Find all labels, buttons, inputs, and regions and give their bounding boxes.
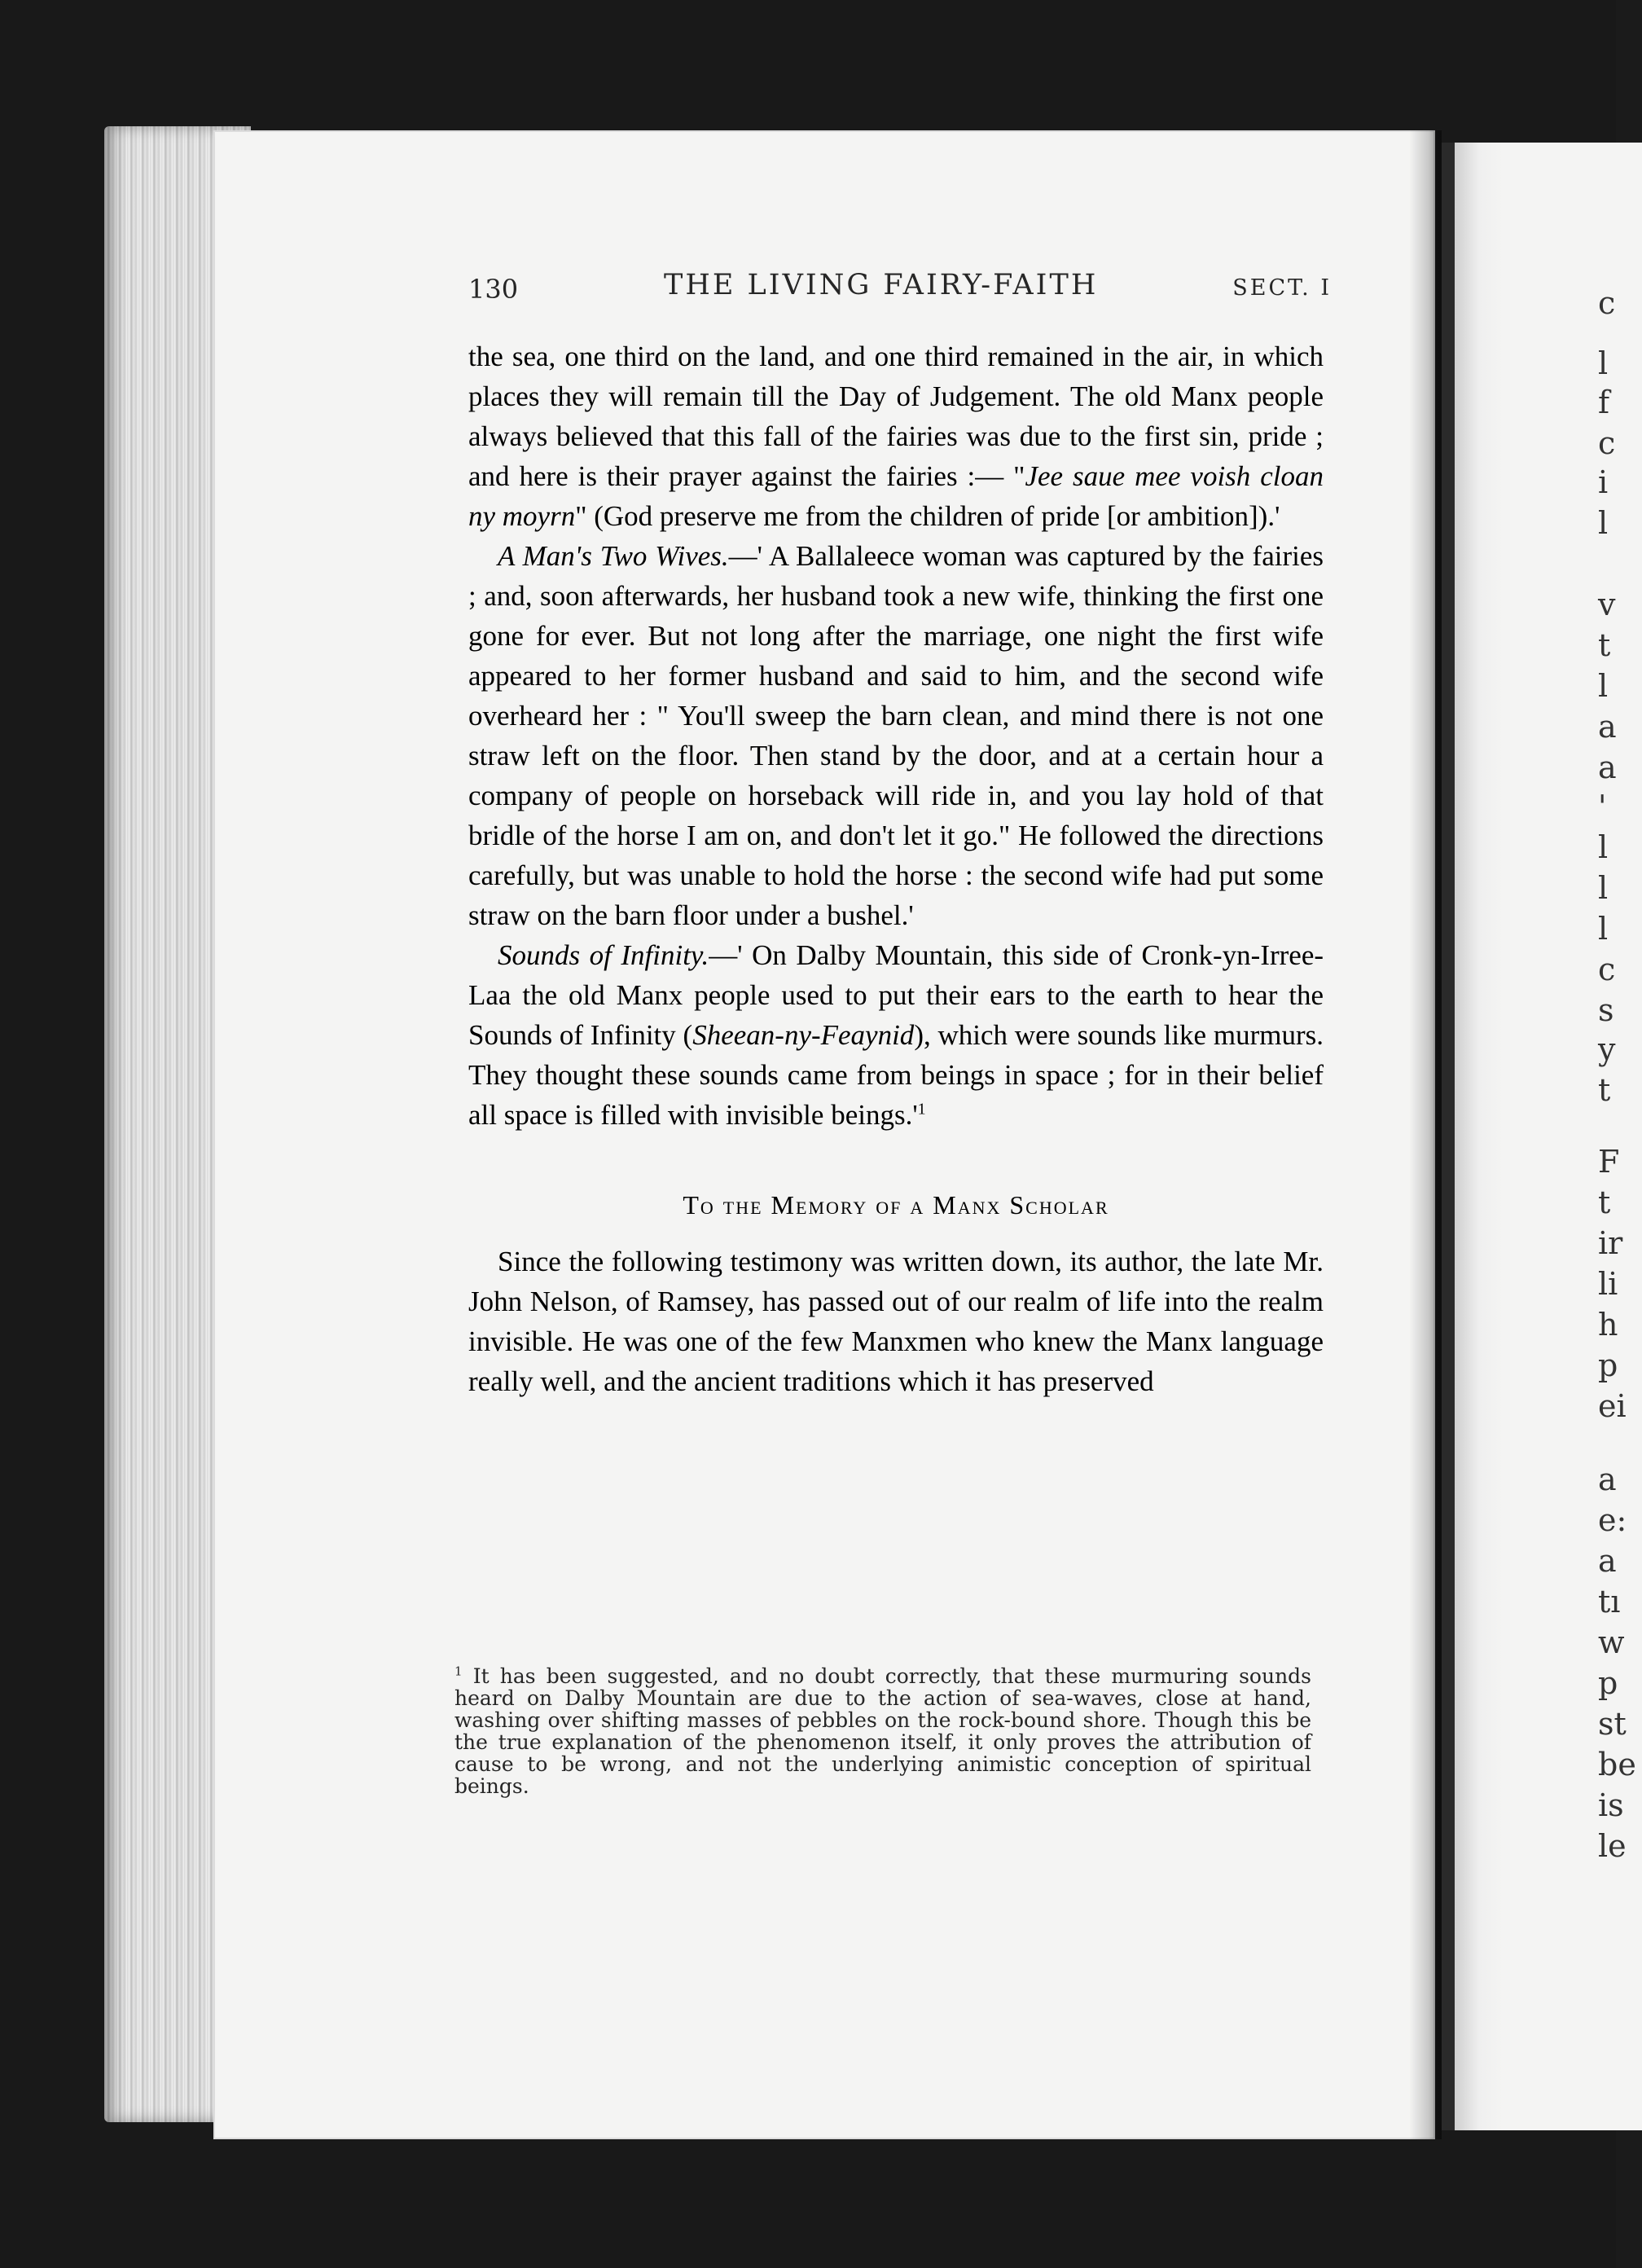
footnote-reference: 1 xyxy=(917,1100,926,1119)
right-page-text-fragment: s xyxy=(1598,992,1614,1028)
right-page-text-fragment: l xyxy=(1598,345,1609,381)
right-page-text-fragment: c xyxy=(1598,425,1616,461)
section-heading: To the Memory of a Manx Scholar xyxy=(683,1190,1109,1220)
right-page-text-fragment: ei xyxy=(1598,1388,1627,1424)
right-page-text-fragment: c xyxy=(1598,952,1616,987)
right-page-text-fragment: t xyxy=(1598,1072,1611,1108)
right-page-text-fragment: a xyxy=(1598,1543,1617,1579)
paragraph-text: —' A Ballaleece woman was captured by the fairies ; and, soon afterwards, her husband took a new wife, thinking the first one gone for ever. But not long after the marriage, one night the first wife appeared to her former husband and said to him, and the second wife overheard her : " You'll sweep the barn clean, and mind there is not one straw left on the floor. Then stand by the door, and at a certain hour a company of people on horseback will ride in, and you lay hold of that bridle of the horse I am on, and don't let it go." He followed the directions carefully, but was unable to hold the horse : the second wife had put some straw on the barn floor under a bushel.' xyxy=(468,540,1324,931)
page-body xyxy=(468,336,1324,1401)
footnote-text: It has been suggested, and no doubt correctly, that these murmuring sounds heard on Dalby Mountain are due to the action of sea-waves, close at hand, washing over shifting masses of pebbles on the rock-bound shore. Though this be the true explanation of the phenomenon itself, it only proves the attribution of cause to be wrong, and not the underlying animistic conception of spiritual beings. xyxy=(454,1664,1312,1798)
right-page-text-fragment: l xyxy=(1598,870,1609,906)
right-page-text-fragment: l xyxy=(1598,668,1609,704)
right-page-text-fragment: tı xyxy=(1598,1584,1621,1620)
right-page-text-fragment: t xyxy=(1598,627,1611,663)
right-page-text-fragment: h xyxy=(1598,1307,1618,1343)
right-page-text-fragment: F xyxy=(1598,1144,1620,1180)
running-header xyxy=(468,269,1332,310)
footnote xyxy=(454,1665,1311,1797)
right-page-text-fragment: li xyxy=(1598,1266,1618,1302)
paragraph-text: the sea, one third on the land, and one third remained in the air, in which places they will remain till the Day of Judgement. The old Manx people always believed that this fall of the fairies was due to the first sin, pride ; and here is their prayer against the fairies :— " xyxy=(468,341,1324,492)
manx-prayer: Jee saue mee voish cloan ny moyrn xyxy=(468,460,1324,532)
gutter-shadow xyxy=(1409,130,1442,2139)
paragraph-fall-of-fairies xyxy=(468,336,1324,536)
paragraph-text: ), which were sounds like murmurs. They thought these sounds came from beings in space ; for in their belief all space is filled with invisible beings.' xyxy=(468,1019,1324,1131)
paragraph-sounds-of-infinity xyxy=(468,935,1324,1135)
paragraph-text: " (God preserve me from the children of pride [or ambition]).' xyxy=(575,500,1280,532)
right-page-text-fragment: a xyxy=(1598,749,1617,785)
paragraph-text: —' On Dalby Mountain, this side of Cronk-yn-Irree-Laa the old Manx people used to put their ears to the earth to hear the Sounds of Infinity ( xyxy=(468,939,1324,1051)
right-page-text-fragment: is xyxy=(1598,1787,1624,1823)
right-page-text-fragment: y xyxy=(1598,1031,1616,1067)
right-page-text-fragment: ir xyxy=(1598,1225,1623,1261)
right-page-text-fragment: v xyxy=(1598,587,1616,622)
right-page-text-fragment: w xyxy=(1598,1624,1625,1660)
right-page-text-fragment: l xyxy=(1598,911,1609,947)
right-page-text-fragment: l xyxy=(1598,505,1609,541)
right-page-text-fragment: p xyxy=(1598,1665,1618,1701)
right-page-text-fragment: be xyxy=(1598,1747,1636,1782)
page-number: 130 xyxy=(468,274,519,305)
paragraph-manx-scholar: Since the following testimony was written down, its author, the late Mr. John Nelson, of Ramsey, has passed out of our realm of life into the realm invisible. He was one of the few Manxmen who knew the Manx language really well, and the ancient traditions which it has preserved xyxy=(468,1246,1324,1397)
section-label: SECT. I xyxy=(1232,275,1332,301)
story-title: A Man's Two Wives. xyxy=(498,540,729,572)
right-page-text-fragment: e: xyxy=(1598,1502,1627,1538)
running-title: THE LIVING FAIRY-FAITH xyxy=(664,269,1099,301)
right-page-text-fragment: i xyxy=(1598,464,1609,500)
footnote-marker: 1 xyxy=(454,1664,463,1679)
right-page-text-fragment: st xyxy=(1598,1706,1627,1742)
right-page-text-fragment: a xyxy=(1598,709,1617,745)
right-page-text-fragment: l xyxy=(1598,829,1609,865)
right-page-text-fragment: a xyxy=(1598,1461,1617,1497)
right-page-text-fragment: le xyxy=(1598,1828,1627,1864)
right-page-text-fragment: c xyxy=(1598,285,1616,321)
right-page-text-fragment: p xyxy=(1598,1347,1618,1383)
paragraph-two-wives xyxy=(468,536,1324,935)
right-page-text-fragment: ' xyxy=(1598,789,1607,824)
right-page-fragment xyxy=(1455,143,1642,2130)
right-page-text-fragment: f xyxy=(1598,385,1610,420)
book-gutter xyxy=(1442,143,1455,2130)
manx-term: Sheean-ny-Feaynid xyxy=(692,1019,915,1051)
story-title: Sounds of Infinity. xyxy=(498,939,709,971)
right-page-text-fragment: t xyxy=(1598,1185,1611,1220)
